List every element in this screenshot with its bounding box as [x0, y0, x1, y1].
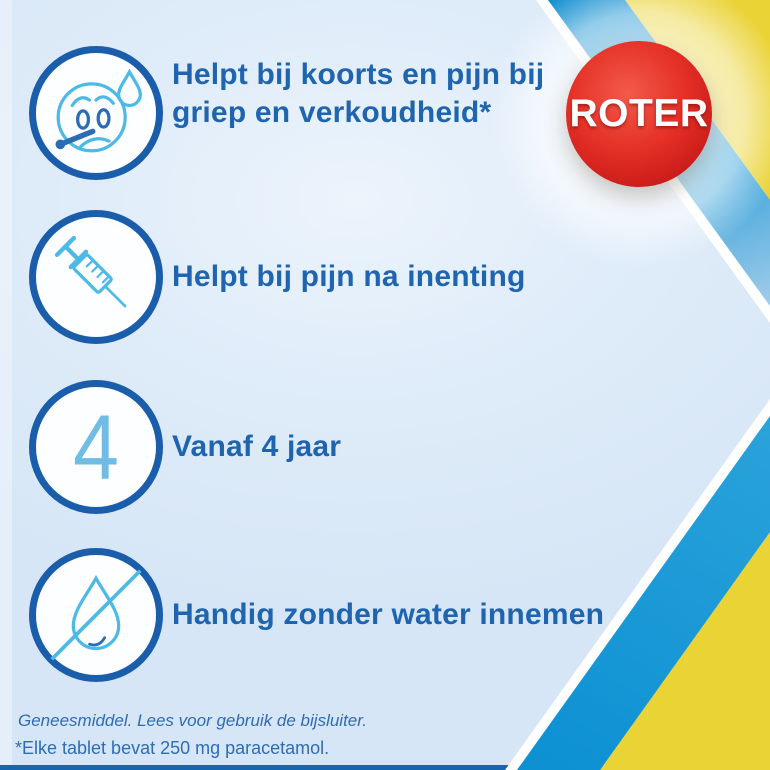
left-edge-highlight [0, 0, 12, 770]
feature-line: Handig zonder water innemen [172, 598, 605, 631]
footnote-medicine-warning: Geneesmiddel. Lees voor gebruik de bijsluiter. [18, 711, 368, 730]
feature-text-age [172, 428, 341, 466]
feature-text-vaccination [172, 258, 526, 296]
feature-circle-fever [29, 46, 163, 180]
feature-line: Helpt bij pijn na inenting [172, 260, 526, 293]
no-water-icon [42, 561, 150, 669]
fever-face-icon [42, 59, 150, 167]
syringe-icon [42, 223, 150, 331]
roter-logo-text: ROTER [569, 92, 709, 135]
feature-text-no-water [172, 596, 604, 634]
feature-line: griep en verkoudheid* [172, 96, 492, 129]
roter-logo [566, 41, 712, 187]
feature-text-fever [172, 56, 544, 132]
feature-circle-vaccination [29, 210, 163, 344]
feature-line: Vanaf 4 jaar [172, 430, 342, 463]
age-four-icon: 4 [72, 397, 120, 499]
feature-circle-no-water [29, 548, 163, 682]
feature-circle-age [29, 380, 163, 514]
footnote-dosage: *Elke tablet bevat 250 mg paracetamol. [15, 738, 330, 758]
feature-line: Helpt bij koorts en pijn bij [172, 58, 545, 91]
